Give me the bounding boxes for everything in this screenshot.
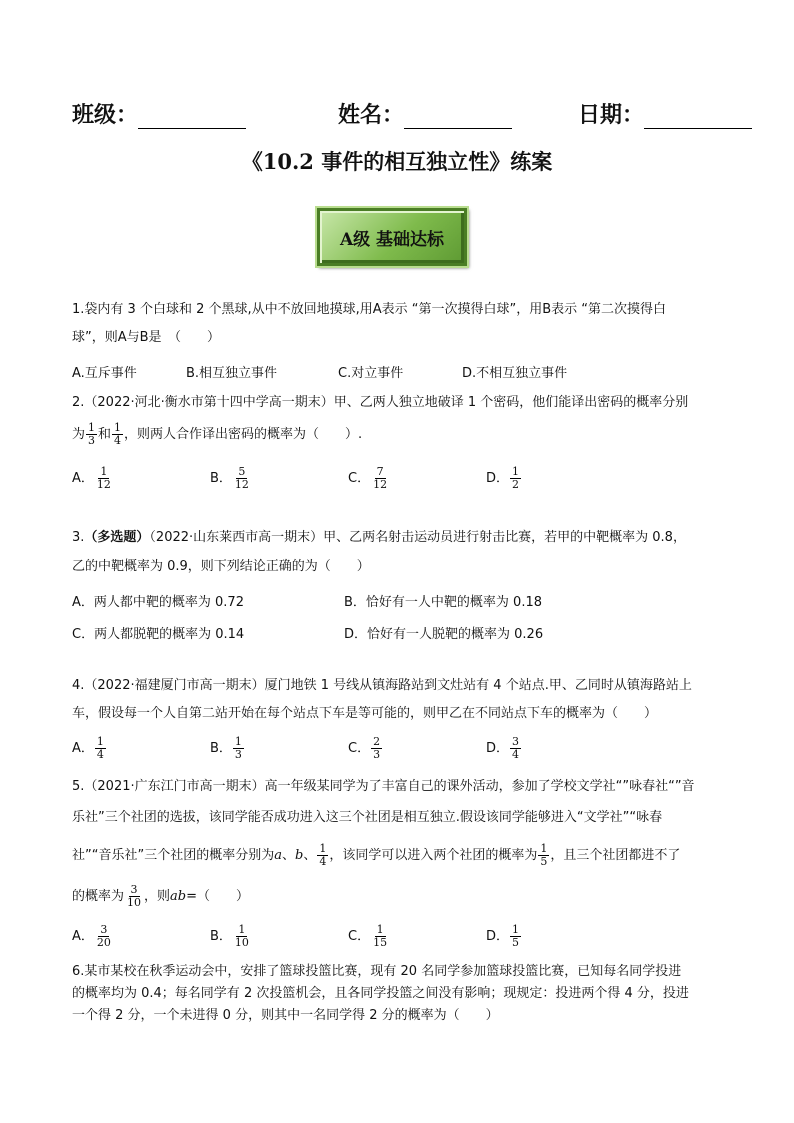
- fraction-denominator: 3: [373, 748, 381, 761]
- q2-option-d: [486, 466, 522, 491]
- q5-option-c: [348, 924, 390, 949]
- level-badge: [317, 208, 467, 266]
- q3-option-b: B．恰好有一人中靶的概率为 0.18: [344, 595, 542, 610]
- option-label: C．: [348, 929, 371, 944]
- option-label: A．: [72, 471, 94, 486]
- q2-option-b: [210, 466, 252, 491]
- q5-option-a: [72, 924, 114, 949]
- option-label: D．: [486, 471, 510, 486]
- option-fraction: [371, 466, 389, 491]
- fraction-denominator: 4: [512, 748, 520, 761]
- q5-var-b: b: [295, 848, 304, 863]
- q5-fraction-quarter: [317, 843, 328, 868]
- fraction-numerator: 1: [100, 465, 108, 478]
- option-label: A．: [72, 741, 94, 756]
- q4-option-a: [72, 736, 107, 761]
- q5-line2: 乐社”三个社团的选拔，该同学能否成功进入这三个社团是相互独立.假设该同学能够进入“文学社”“咏春: [72, 810, 663, 825]
- q4-line2: 车，假设每一个人自第二站开始在每个站点下车是等可能的，则甲乙在不同站点下车的概率为（ ）: [72, 706, 658, 721]
- name-field: [338, 98, 512, 129]
- q5-fraction-310: [125, 884, 143, 909]
- q3-multi-tag: （多选题）: [84, 530, 150, 545]
- q5-option-d: [486, 924, 522, 949]
- q1-option-a: A.互斥事件: [72, 366, 137, 381]
- date-field: [578, 98, 752, 129]
- fraction-denominator: 2: [512, 478, 520, 491]
- q5-text: ，则: [144, 889, 171, 904]
- q5-var-ab: ab: [170, 889, 187, 904]
- option-fraction: [510, 736, 521, 761]
- fraction-numerator: 1: [512, 923, 520, 936]
- fraction-numerator: 3: [130, 883, 138, 896]
- option-fraction: [95, 736, 106, 761]
- fraction-denominator: 10: [234, 936, 249, 949]
- option-label: C．: [348, 741, 371, 756]
- q2-fraction-1: [86, 422, 97, 447]
- q2-text-pre: 为: [72, 427, 86, 442]
- q5-line1: 5.（2021·广东江门市高一期末）高一年级某同学为了丰富自己的课外活动，参加了学校文学社“”咏春社“”音: [72, 779, 695, 794]
- option-fraction: [233, 924, 251, 949]
- q4-option-c: [348, 736, 383, 761]
- q5-text: 的概率为: [72, 889, 125, 904]
- fraction-numerator: 1: [238, 923, 246, 936]
- fraction-denominator: 5: [540, 855, 548, 868]
- option-fraction: [233, 466, 251, 491]
- option-fraction: [95, 924, 113, 949]
- q2-option-c: [348, 466, 390, 491]
- q2-option-a: [72, 466, 114, 491]
- class-blank[interactable]: [138, 106, 246, 129]
- fraction-numerator: 1: [96, 735, 104, 748]
- option-label: B．: [210, 471, 232, 486]
- fraction-denominator: 3: [88, 434, 96, 447]
- q6-line2: 的概率均为 0.4；每名同学有 2 次投篮机会，且各同学投篮之间没有影响；现规定：投进两个得 4 分，投进: [72, 986, 689, 1001]
- fraction-numerator: 5: [238, 465, 246, 478]
- q3-option-a: A．两人都中靶的概率为 0.72: [72, 595, 244, 610]
- fraction-numerator: 1: [88, 421, 96, 434]
- option-label: B．: [210, 741, 232, 756]
- option-label: C．: [348, 471, 371, 486]
- option-label: D．: [486, 741, 510, 756]
- fraction-numerator: 1: [376, 923, 384, 936]
- option-label: D．: [486, 929, 510, 944]
- q5-option-b: [210, 924, 252, 949]
- name-blank[interactable]: [404, 106, 512, 129]
- q2-fraction-2: [112, 422, 123, 447]
- q3-option-c: C．两人都脱靶的概率为 0.14: [72, 627, 245, 642]
- q2-line2: [72, 422, 362, 447]
- q3-option-d: D．恰好有一人脱靶的概率为 0.26: [344, 627, 544, 642]
- option-fraction: [510, 924, 521, 949]
- q1-option-c: C.对立事件: [338, 366, 404, 381]
- fraction-denominator: 4: [319, 855, 327, 868]
- q4-line1: 4.（2022·福建厦门市高一期末）厦门地铁 1 号线从镇海路站到文灶站有 4 个站点.甲、乙同时从镇海路站上: [72, 678, 692, 693]
- fraction-numerator: 1: [234, 735, 242, 748]
- q5-text: 社”“音乐社”三个社团的概率分别为: [72, 848, 275, 863]
- option-fraction: [510, 466, 521, 491]
- q3-line2: 乙的中靶概率为 0.9，则下列结论正确的为（ ）: [72, 559, 370, 574]
- date-label: 日期：: [578, 102, 645, 128]
- q5-var-a: a: [274, 848, 282, 863]
- option-fraction: [371, 924, 389, 949]
- fraction-denominator: 12: [373, 478, 388, 491]
- q5-sep: 、: [303, 848, 317, 863]
- option-fraction: [233, 736, 244, 761]
- fraction-denominator: 12: [234, 478, 249, 491]
- date-blank[interactable]: [644, 106, 752, 129]
- fraction-denominator: 3: [234, 748, 242, 761]
- q1-line2: 球”，则A与B是 （ ）: [72, 330, 221, 345]
- q5-line4: [72, 884, 249, 909]
- q5-sep: 、: [281, 848, 295, 863]
- q1-option-d: D.不相互独立事件: [462, 366, 568, 381]
- q3-text: （2022·山东莱西市高一期末）甲、乙两名射击运动员进行射击比赛，若甲的中靶概率为 0.8，: [149, 530, 686, 545]
- fraction-numerator: 1: [319, 842, 327, 855]
- q5-text: =（ ）: [186, 889, 250, 904]
- option-fraction: [371, 736, 382, 761]
- q5-fraction-fifth: [538, 843, 549, 868]
- fraction-numerator: 7: [376, 465, 384, 478]
- fraction-denominator: 12: [96, 478, 111, 491]
- fraction-denominator: 15: [373, 936, 388, 949]
- fraction-denominator: 4: [114, 434, 122, 447]
- fraction-numerator: 3: [100, 923, 108, 936]
- fraction-denominator: 5: [512, 936, 520, 949]
- class-label: 班级：: [72, 102, 139, 128]
- option-fraction: [95, 466, 113, 491]
- fraction-numerator: 3: [512, 735, 520, 748]
- name-label: 姓名：: [338, 102, 405, 128]
- q4-option-b: [210, 736, 245, 761]
- q1-line1: 1.袋内有 3 个白球和 2 个黑球,从中不放回地摸球,用A表示 “第一次摸得白球”，用B表示 “第二次摸得白: [72, 302, 667, 317]
- q2-text-mid: 和: [98, 427, 112, 442]
- option-label: B．: [210, 929, 232, 944]
- q5-text: ，且三个社团都进不了: [550, 848, 681, 863]
- level-badge-label: A级 基础达标: [339, 229, 445, 250]
- q5-text: ，该同学可以进入两个社团的概率为: [329, 848, 538, 863]
- page-title: 《10.2 事件的相互独立性》练案: [241, 149, 553, 174]
- fraction-denominator: 10: [127, 896, 142, 909]
- q3-number: 3.: [72, 530, 85, 545]
- q5-line3: [72, 843, 680, 868]
- fraction-numerator: 1: [114, 421, 122, 434]
- q6-line3: 一个得 2 分，一个未进得 0 分，则其中一名同学得 2 分的概率为（ ）: [72, 1008, 499, 1023]
- q1-option-b: B.相互独立事件: [186, 366, 278, 381]
- q3-line1: [72, 528, 686, 548]
- q6-line1: 6.某市某校在秋季运动会中，安排了篮球投篮比赛，现有 20 名同学参加篮球投篮比赛，已知每名同学投进: [72, 964, 682, 979]
- fraction-numerator: 2: [373, 735, 381, 748]
- option-label: A．: [72, 929, 94, 944]
- fraction-numerator: 1: [512, 465, 520, 478]
- fraction-numerator: 1: [540, 842, 548, 855]
- q4-option-d: [486, 736, 522, 761]
- q2-text-post: ，则两人合作译出密码的概率为（ ）.: [124, 427, 363, 442]
- class-field: [72, 98, 246, 129]
- q2-line1: 2.（2022·河北·衡水市第十四中学高一期末）甲、乙两人独立地破译 1 个密码，他们能译出密码的概率分别: [72, 395, 689, 410]
- fraction-denominator: 20: [96, 936, 111, 949]
- fraction-denominator: 4: [96, 748, 104, 761]
